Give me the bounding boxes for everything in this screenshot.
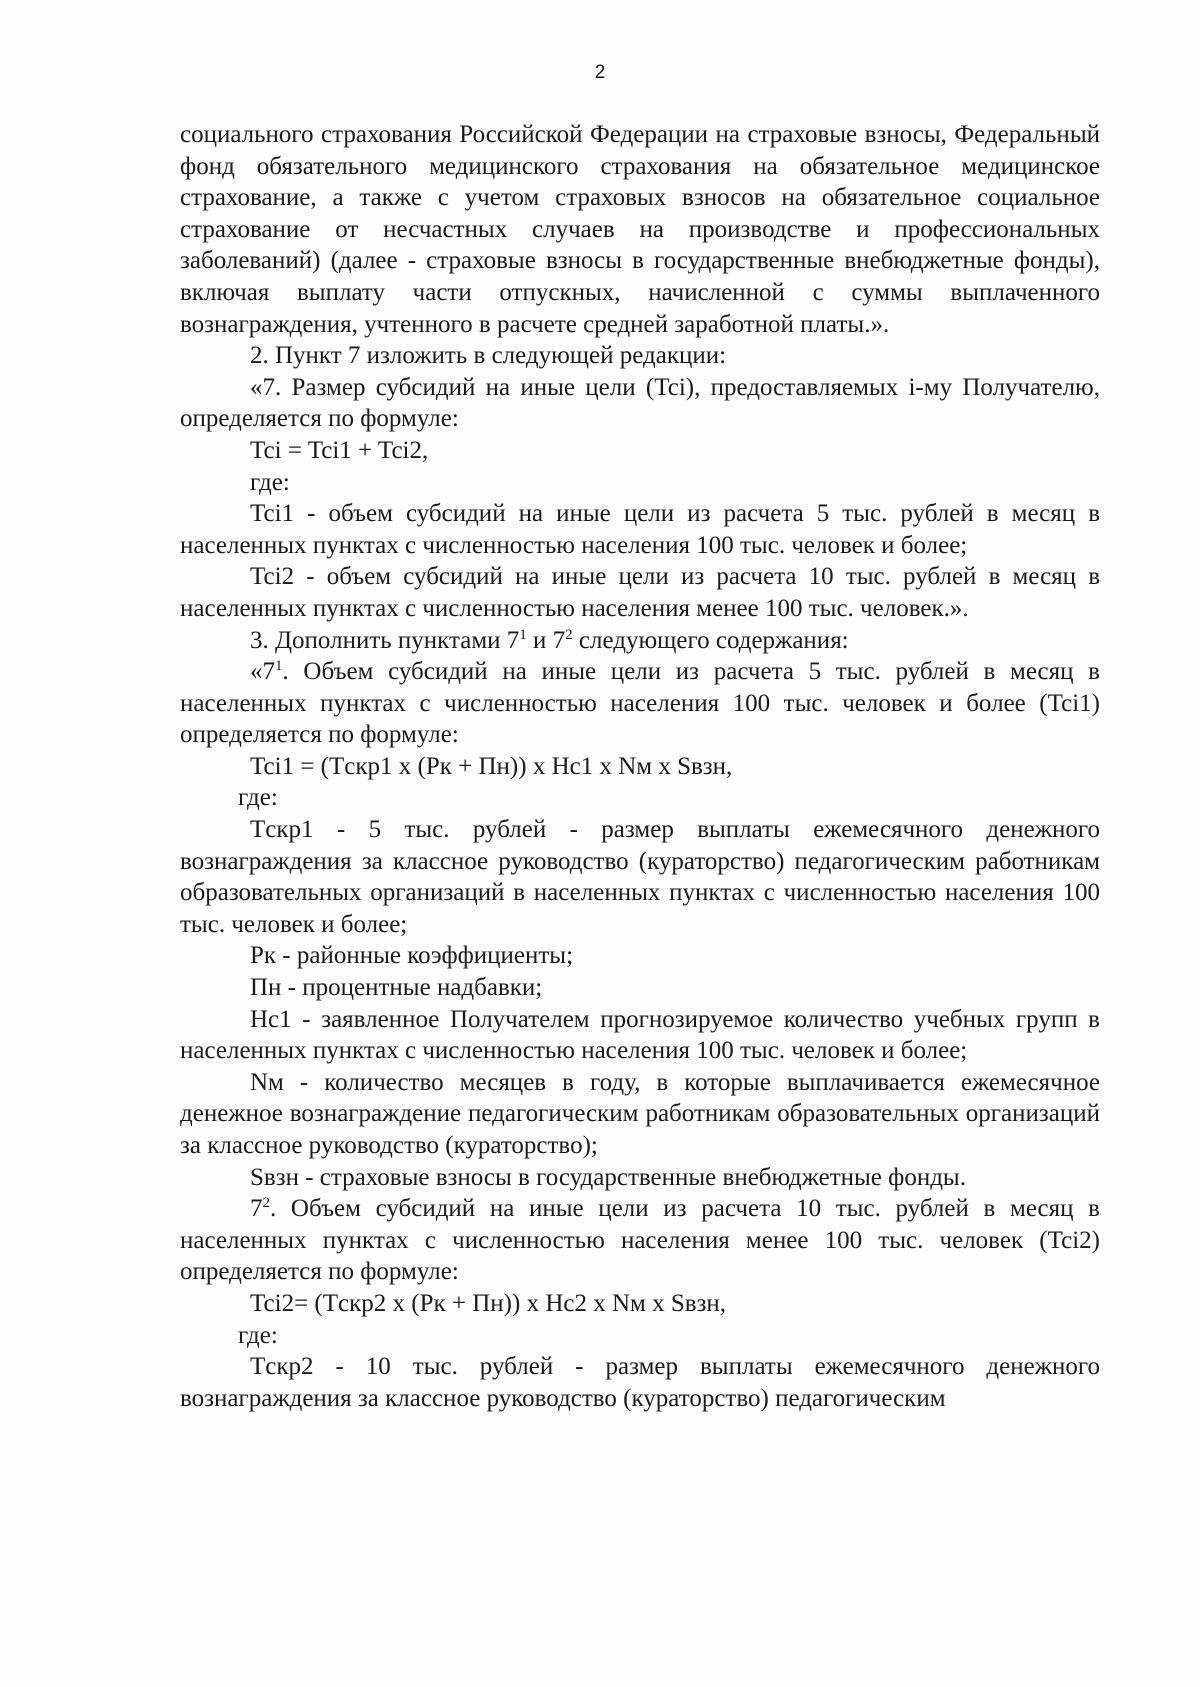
text-span: и 7 bbox=[526, 626, 566, 654]
where-label: где: bbox=[250, 468, 290, 496]
page-number: 2 bbox=[594, 62, 606, 83]
superscript: 2 bbox=[262, 1195, 270, 1212]
formula: Tci1 = (Tскр1 x (Рк + Пн)) x Нс1 x Nм x Sвзн, bbox=[250, 752, 733, 780]
superscript: 2 bbox=[565, 626, 573, 643]
text-span: «7 bbox=[250, 658, 275, 686]
paragraph: социального страхования Российской Федерации на страховые взносы, Федеральный фонд обязательного медицинского страхования на обязательное медицинское страхование, а также с учетом страховых взносов на обязательное социальное страхование от несчастных случаев на производстве и профессиональных заболеваний) (далее - страховые взносы в государственные внебюджетные фонды), включая выплату части отпускных, начисленной с суммы выплаченного вознаграждения, учтенного в расчете средней заработной платы.». bbox=[180, 121, 1100, 338]
paragraph: Sвзн - страховые взносы в государственные внебюджетные фонды. bbox=[250, 1163, 966, 1191]
paragraph: Tci1 - объем субсидий на иные цели из расчета 5 тыс. рублей в месяц в населенных пунктах с численностью населения 100 тыс. человек и более; bbox=[180, 500, 1100, 559]
paragraph bbox=[180, 1193, 1100, 1288]
paragraph: Пн - процентные надбавки; bbox=[250, 974, 543, 1002]
paragraph: Tскр2 - 10 тыс. рублей - размер выплаты ежемесячного денежного вознаграждения за классное руководство (кураторство) педагогическим bbox=[180, 1353, 1100, 1412]
where-label: где: bbox=[238, 784, 278, 812]
superscript: 1 bbox=[275, 658, 283, 675]
paragraph bbox=[180, 625, 1100, 657]
paragraph: 2. Пункт 7 изложить в следующей редакции: bbox=[250, 342, 727, 370]
superscript: 1 bbox=[519, 626, 527, 643]
text-span: следующего содержания: bbox=[572, 626, 849, 654]
where-label: где: bbox=[238, 1321, 278, 1349]
paragraph: Tскр1 - 5 тыс. рублей - размер выплаты ежемесячного денежного вознаграждения за классное руководство (кураторство) педагогическим работникам образовательных организаций в населенных пунктах с численностью населения 100 тыс. человек и более; bbox=[180, 816, 1100, 938]
paragraph: Нс1 - заявленное Получателем прогнозируемое количество учебных групп в населенных пунктах с численностью населения 100 тыс. человек и более; bbox=[180, 1005, 1100, 1065]
formula: Tci2= (Tскр2 x (Рк + Пн)) x Нс2 x Nм x Sвзн, bbox=[250, 1289, 727, 1317]
paragraph: Nм - количество месяцев в году, в которые выплачивается ежемесячное денежное вознаграждение педагогическим работникам образовательных организаций за классное руководство (кураторство); bbox=[180, 1068, 1100, 1159]
paragraph: «7. Размер субсидий на иные цели (Tci), предоставляемых i-му Получателю, определяется по формуле: bbox=[180, 373, 1100, 433]
paragraph: Рк - районные коэффициенты; bbox=[250, 942, 574, 970]
text-span: . Объем субсидий на иные цели из расчета 10 тыс. рублей в месяц в населенных пунктах с численностью населения менее 100 тыс. человек (Tci2) определяется по формуле: bbox=[180, 1195, 1100, 1286]
paragraph: Tci2 - объем субсидий на иные цели из расчета 10 тыс. рублей в месяц в населенных пунктах с численностью населения менее 100 тыс. человек.». bbox=[180, 563, 1100, 622]
formula: Tci = Tci1 + Tci2, bbox=[250, 436, 429, 464]
document-body bbox=[180, 119, 1100, 1414]
text-span: 3. Дополнить пунктами 7 bbox=[250, 626, 520, 654]
text-span: 7 bbox=[250, 1195, 263, 1223]
paragraph bbox=[180, 656, 1100, 751]
text-span: . Объем субсидий на иные цели из расчета 5 тыс. рублей в месяц в населенных пунктах с численностью населения 100 тыс. человек и более (Tci1) определяется по формуле: bbox=[180, 658, 1100, 749]
